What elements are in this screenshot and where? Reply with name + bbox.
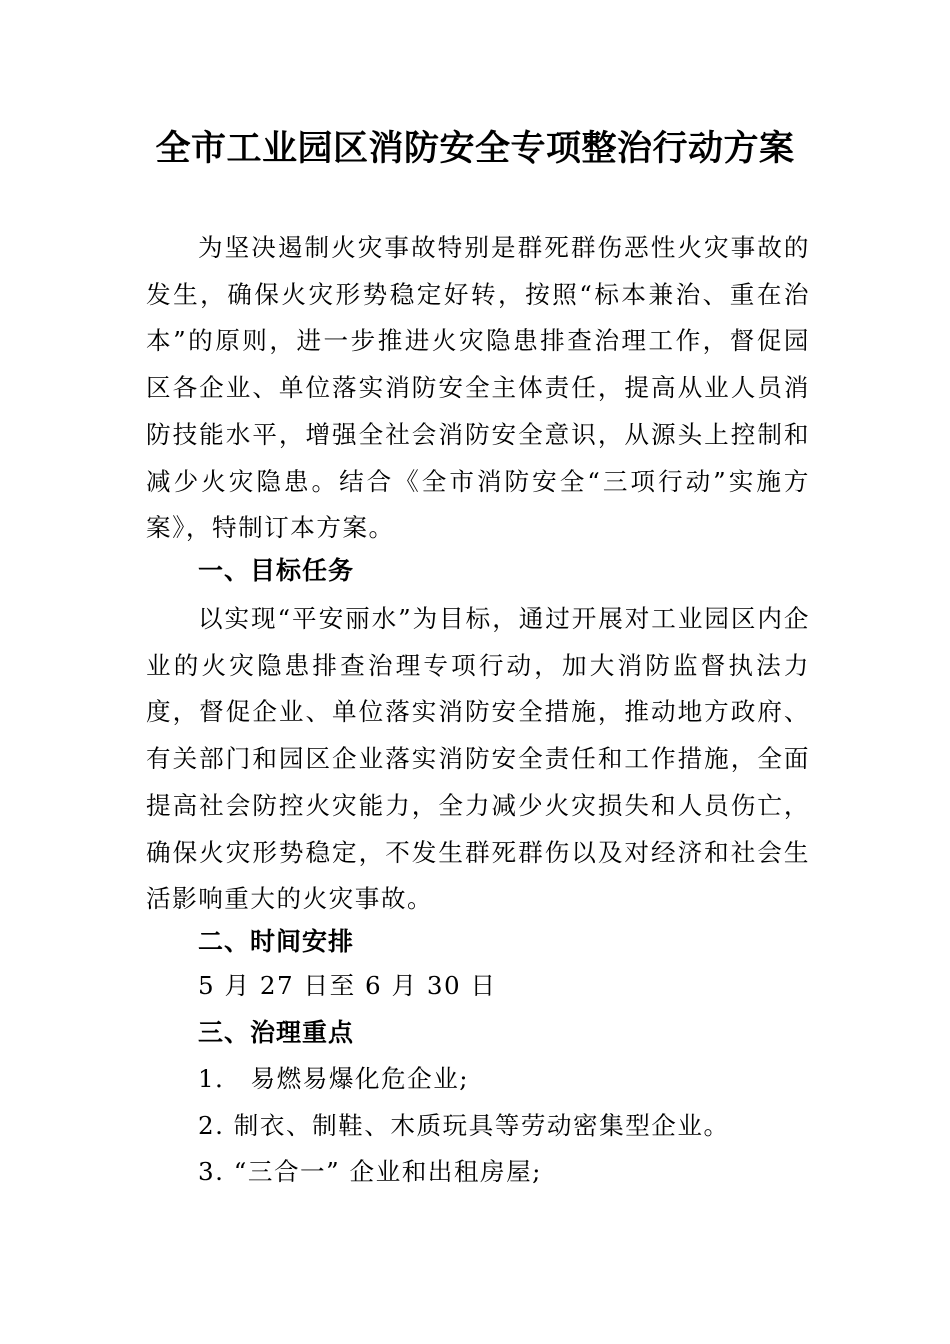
- section-2-text: 5 月 27 日至 6 月 30 日: [198, 971, 497, 1000]
- list-item: 3. “三合一” 企业和出租房屋;: [198, 1157, 542, 1186]
- list-item: 1． 易燃易爆化危企业;: [198, 1064, 470, 1093]
- intro-paragraph: 为坚决遏制火灾事故特别是群死群伤恶性火灾事故的发生，确保火灾形势稳定好转，按照“标本兼治、重在治本”的原则，进一步推进火灾隐患排查治理工作，督促园区各企业、单位落实消防安全主体责任，提高从业人员消防技能水平，增强全社会消防安全意识，从源头上控制和减少火灾隐患。结合《全市消防安全“三项行动”实施方案》，特制订本方案。: [146, 233, 810, 543]
- list-item: 2. 制衣、制鞋、木质玩具等劳动密集型企业。: [198, 1111, 730, 1140]
- section-3-heading: 三、治理重点: [198, 1018, 355, 1047]
- document-title: 全市工业园区消防安全专项整治行动方案: [155, 128, 795, 169]
- section-1-heading: 一、目标任务: [198, 556, 355, 585]
- section-1-paragraph: 以实现“平安丽水”为目标，通过开展对工业园区内企业的火灾隐患排查治理专项行动，加大消防监督执法力度，督促企业、单位落实消防安全措施，推动地方政府、有关部门和园区企业落实消防安全责任和工作措施，全面提高社会防控火灾能力，全力减少火灾损失和人员伤亡，确保火灾形势稳定，不发生群死群伤以及对经济和社会生活影响重大的火灾事故。: [146, 604, 810, 914]
- section-2-heading: 二、时间安排: [198, 927, 355, 956]
